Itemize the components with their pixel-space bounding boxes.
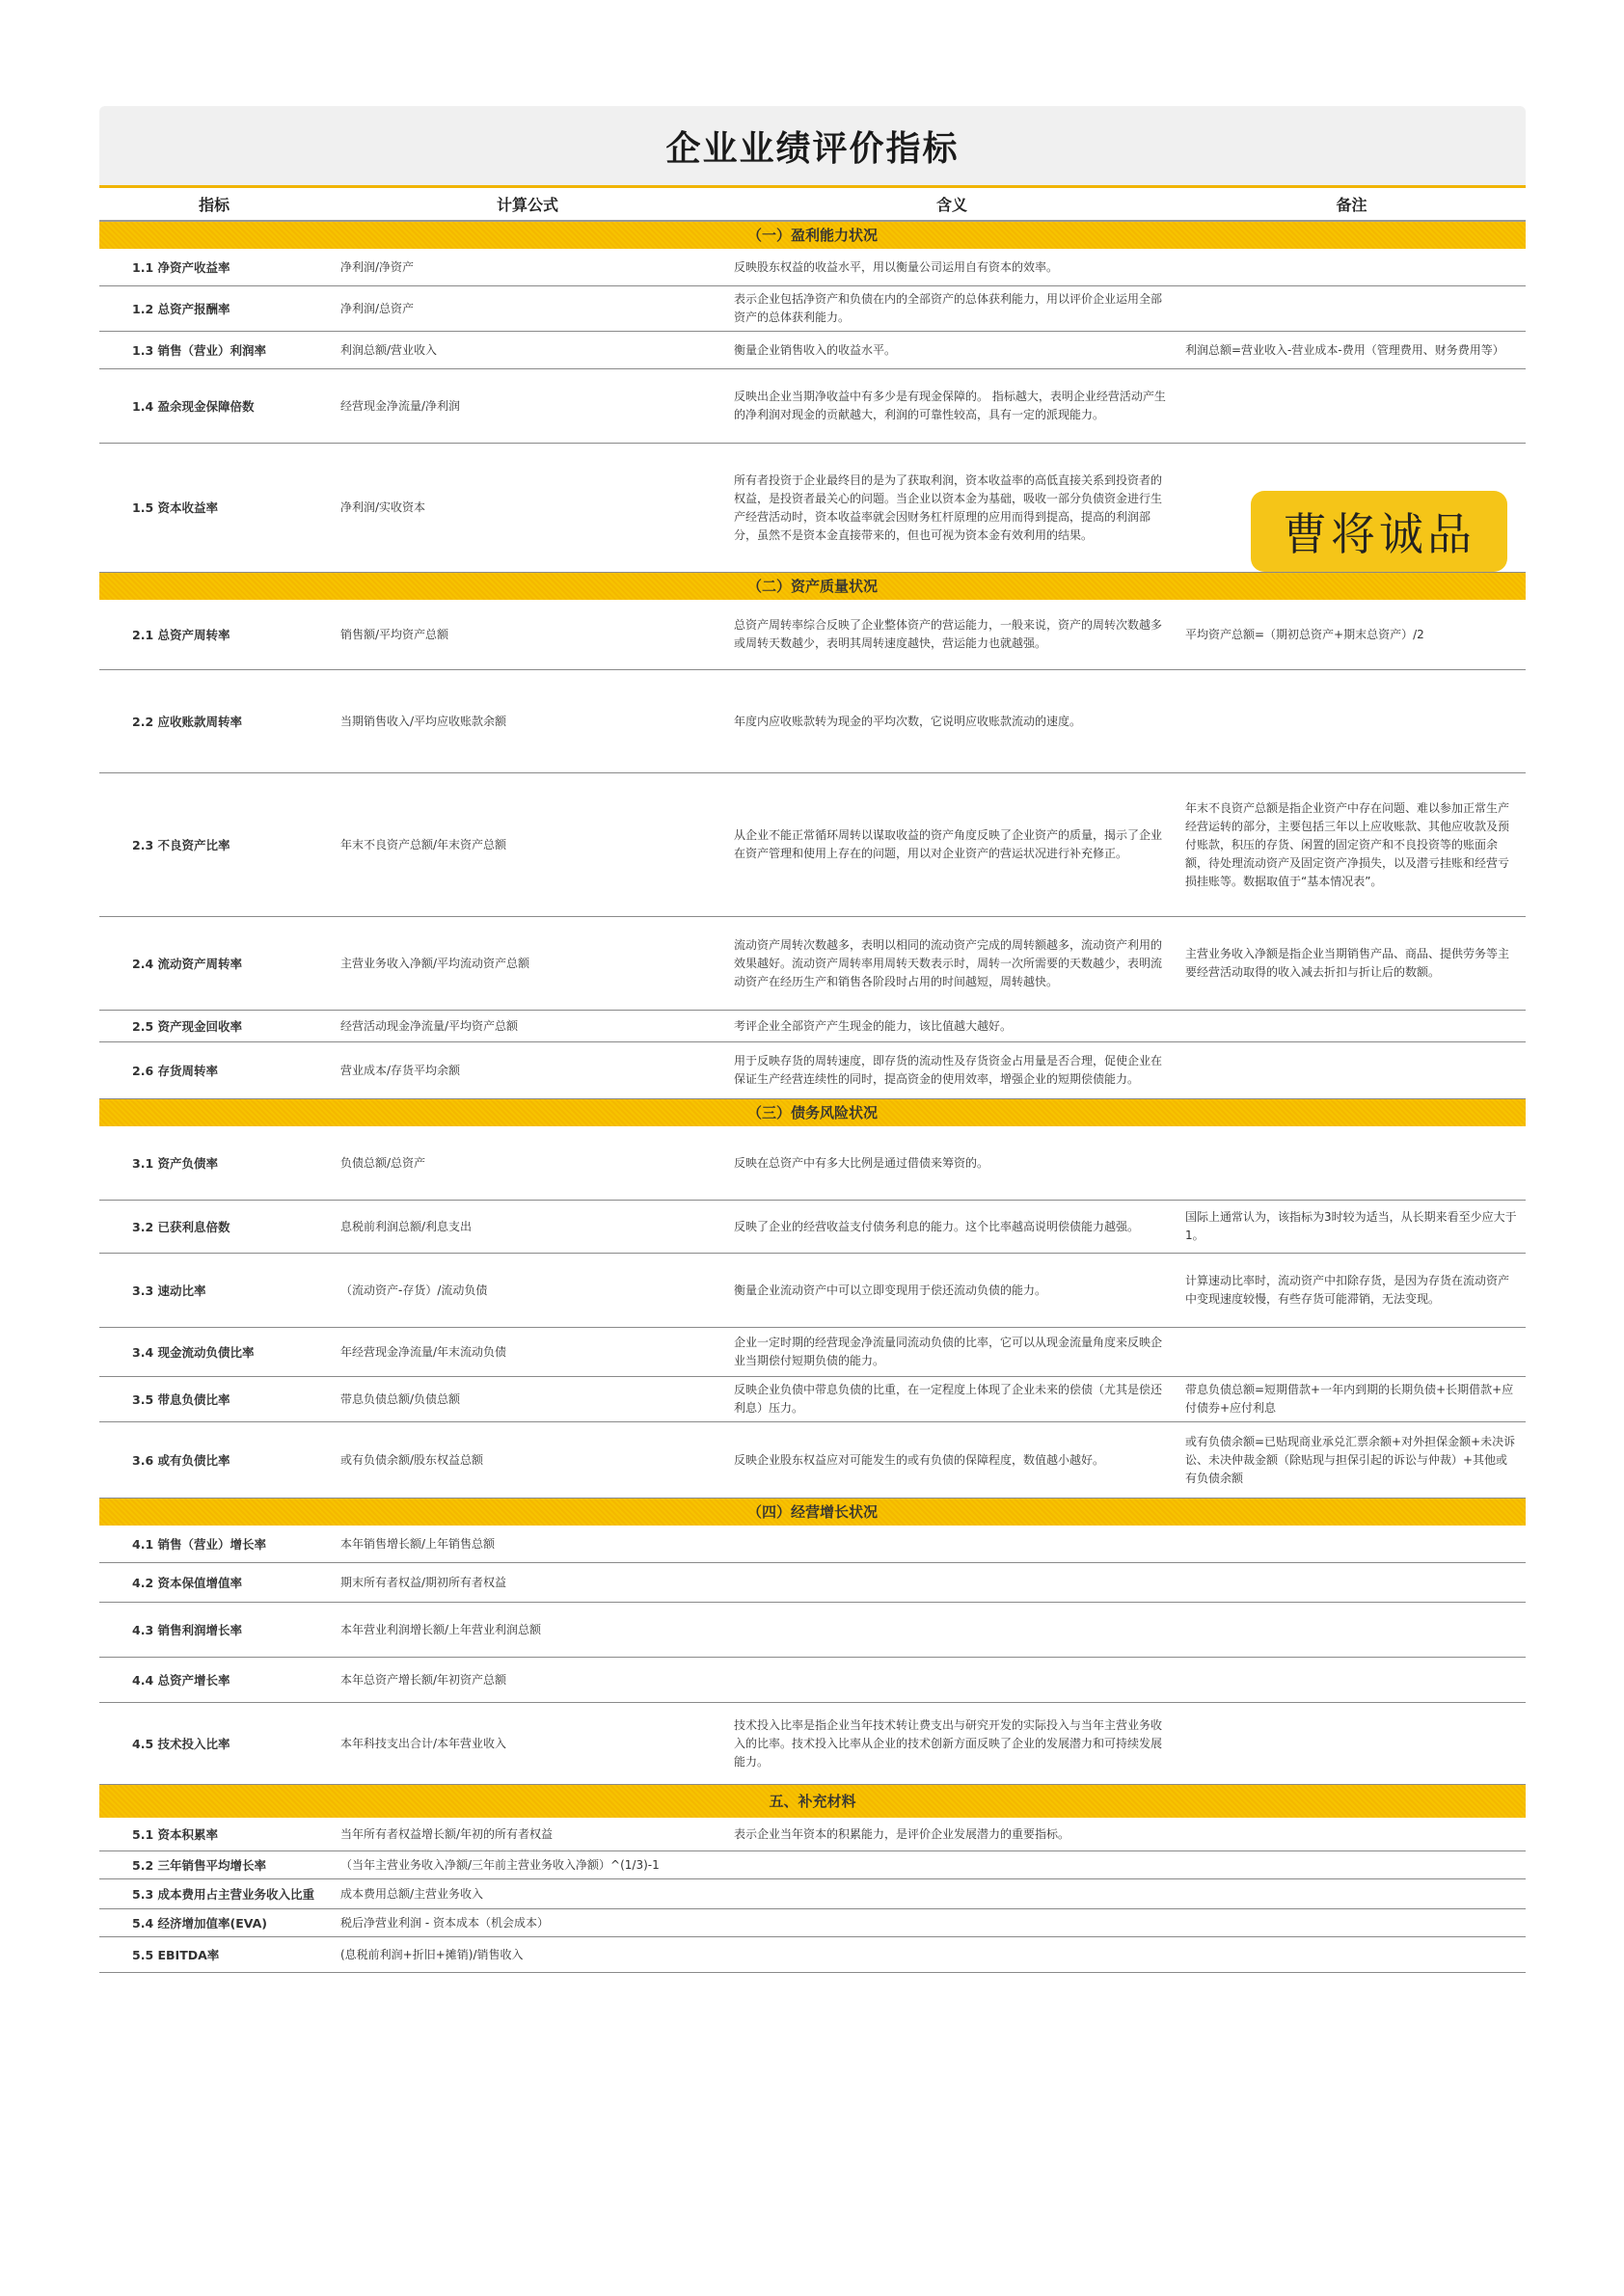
formula-cell: (息税前利润+折旧+摊销)/销售收入: [329, 1937, 726, 1973]
formula-cell: 税后净营业利润 - 资本成本（机会成本）: [329, 1909, 726, 1937]
section-title: （三）债务风险状况: [99, 1099, 1526, 1127]
table-row: [99, 1703, 1526, 1785]
header-note: 备注: [1177, 188, 1526, 221]
note-cell: [1177, 1937, 1526, 1973]
note-cell: 带息负债总额=短期借款+一年内到期的长期负债+长期借款+应付债券+应付利息: [1177, 1377, 1526, 1422]
meaning-cell: 年度内应收账款转为现金的平均次数，它说明应收账款流动的速度。: [726, 670, 1177, 773]
formula-cell: 净利润/实收资本: [329, 444, 726, 573]
meaning-cell: [726, 1658, 1177, 1703]
indicator-name: 1.1 净资产收益率: [99, 249, 329, 286]
note-cell: [1177, 1526, 1526, 1563]
header-meaning: 含义: [726, 188, 1177, 221]
indicator-name: 3.1 资产负债率: [99, 1126, 329, 1201]
meaning-cell: 反映企业负债中带息负债的比重，在一定程度上体现了企业未来的偿债（尤其是偿还利息）压力。: [726, 1377, 1177, 1422]
page-title: 企业业绩评价指标: [99, 106, 1526, 188]
section-row: [99, 573, 1526, 601]
formula-cell: 净利润/总资产: [329, 286, 726, 332]
note-cell: 计算速动比率时，流动资产中扣除存货，是因为存货在流动资产中变现速度较慢，有些存货可能滞销，无法变现。: [1177, 1254, 1526, 1328]
note-cell: 年末不良资产总额是指企业资产中存在问题、难以参加正常生产经营运转的部分，主要包括三年以上应收账款、其他应收款及预付账款，积压的存货、闲置的固定资产和不良投资等的账面余额，待处理流动资产及固定资产净损失，以及潜亏挂账和经营亏损挂账等。数据取值于“基本情况表”。: [1177, 773, 1526, 917]
meaning-cell: [726, 1851, 1177, 1879]
meaning-cell: 衡量企业销售收入的收益水平。: [726, 332, 1177, 369]
indicator-name: 5.5 EBITDA率: [99, 1937, 329, 1973]
indicator-name: 4.3 销售利润增长率: [99, 1603, 329, 1658]
note-cell: 平均资产总额=（期初总资产+期末总资产）/2: [1177, 600, 1526, 670]
indicator-name: 1.3 销售（营业）利润率: [99, 332, 329, 369]
header-row: [99, 188, 1526, 221]
section-title: （四）经营增长状况: [99, 1499, 1526, 1526]
table-row: [99, 1603, 1526, 1658]
indicator-name: 2.3 不良资产比率: [99, 773, 329, 917]
table-row: [99, 1422, 1526, 1499]
table-row: [99, 1042, 1526, 1099]
indicator-sheet: [99, 106, 1526, 1973]
indicator-name: 2.5 资产现金回收率: [99, 1011, 329, 1042]
table-row: [99, 332, 1526, 369]
note-cell: 主营业务收入净额是指企业当期销售产品、商品、提供劳务等主要经营活动取得的收入减去折扣与折让后的数额。: [1177, 917, 1526, 1011]
note-cell: [1177, 1851, 1526, 1879]
header-formula: 计算公式: [329, 188, 726, 221]
formula-cell: 销售额/平均资产总额: [329, 600, 726, 670]
indicator-name: 1.5 资本收益率: [99, 444, 329, 573]
indicator-name: 3.3 速动比率: [99, 1254, 329, 1328]
note-cell: [1177, 1042, 1526, 1099]
indicator-name: 3.4 现金流动负债比率: [99, 1328, 329, 1377]
note-cell: 或有负债余额=已贴现商业承兑汇票余额+对外担保金额+未决诉讼、未决仲裁金额（除贴现与担保引起的诉讼与仲裁）+其他或有负债余额: [1177, 1422, 1526, 1499]
formula-cell: 成本费用总额/主营业务收入: [329, 1879, 726, 1909]
meaning-cell: [726, 1526, 1177, 1563]
table-row: [99, 286, 1526, 332]
indicator-name: 4.4 总资产增长率: [99, 1658, 329, 1703]
note-cell: [1177, 670, 1526, 773]
indicator-name: 2.6 存货周转率: [99, 1042, 329, 1099]
meaning-cell: 流动资产周转次数越多，表明以相同的流动资产完成的周转额越多，流动资产利用的效果越好。流动资产周转率用周转天数表示时，周转一次所需要的天数越少，表明流动资产在经历生产和销售各阶段时占用的时间越短，周转越快。: [726, 917, 1177, 1011]
header-indicator: 指标: [99, 188, 329, 221]
table-row: [99, 1879, 1526, 1909]
table-row: [99, 917, 1526, 1011]
table-row: [99, 1851, 1526, 1879]
formula-cell: （流动资产-存货）/流动负债: [329, 1254, 726, 1328]
note-cell: [1177, 286, 1526, 332]
watermark-stamp: 曹将诚品: [1251, 491, 1507, 572]
meaning-cell: [726, 1603, 1177, 1658]
meaning-cell: [726, 1909, 1177, 1937]
formula-cell: （当年主营业务收入净额/三年前主营业务收入净额）^(1/3)-1: [329, 1851, 726, 1879]
table-body: [99, 221, 1526, 1973]
table-row: [99, 1526, 1526, 1563]
note-cell: 国际上通常认为，该指标为3时较为适当，从长期来看至少应大于1。: [1177, 1201, 1526, 1254]
table-row: [99, 1011, 1526, 1042]
meaning-cell: [726, 1563, 1177, 1603]
indicator-name: 1.2 总资产报酬率: [99, 286, 329, 332]
note-cell: [1177, 1703, 1526, 1785]
table-row: [99, 1658, 1526, 1703]
indicator-name: 4.2 资本保值增值率: [99, 1563, 329, 1603]
note-cell: [1177, 1818, 1526, 1851]
formula-cell: 营业成本/存货平均余额: [329, 1042, 726, 1099]
indicator-table: [99, 188, 1526, 1973]
formula-cell: 净利润/净资产: [329, 249, 726, 286]
formula-cell: 当期销售收入/平均应收账款余额: [329, 670, 726, 773]
indicator-name: 1.4 盈余现金保障倍数: [99, 369, 329, 444]
indicator-name: 4.1 销售（营业）增长率: [99, 1526, 329, 1563]
meaning-cell: 企业一定时期的经营现金净流量同流动负债的比率，它可以从现金流量角度来反映企业当期偿付短期负债的能力。: [726, 1328, 1177, 1377]
table-row: [99, 1126, 1526, 1201]
note-cell: [1177, 1011, 1526, 1042]
meaning-cell: 衡量企业流动资产中可以立即变现用于偿还流动负债的能力。: [726, 1254, 1177, 1328]
table-row: [99, 1377, 1526, 1422]
indicator-name: 5.1 资本积累率: [99, 1818, 329, 1851]
formula-cell: 期末所有者权益/期初所有者权益: [329, 1563, 726, 1603]
section-title: 五、补充材料: [99, 1785, 1526, 1819]
meaning-cell: 总资产周转率综合反映了企业整体资产的营运能力，一般来说，资产的周转次数越多或周转天数越少，表明其周转速度越快，营运能力也就越强。: [726, 600, 1177, 670]
formula-cell: 当年所有者权益增长额/年初的所有者权益: [329, 1818, 726, 1851]
formula-cell: 主营业务收入净额/平均流动资产总额: [329, 917, 726, 1011]
note-cell: [1177, 1603, 1526, 1658]
note-cell: [1177, 1909, 1526, 1937]
table-row: [99, 369, 1526, 444]
indicator-name: 2.4 流动资产周转率: [99, 917, 329, 1011]
indicator-name: 2.2 应收账款周转率: [99, 670, 329, 773]
section-title: （一）盈利能力状况: [99, 221, 1526, 249]
meaning-cell: 用于反映存货的周转速度，即存货的流动性及存货资金占用量是否合理，促使企业在保证生产经营连续性的同时，提高资金的使用效率，增强企业的短期偿债能力。: [726, 1042, 1177, 1099]
indicator-name: 5.4 经济增加值率(EVA): [99, 1909, 329, 1937]
formula-cell: 经营现金净流量/净利润: [329, 369, 726, 444]
meaning-cell: 技术投入比率是指企业当年技术转让费支出与研究开发的实际投入与当年主营业务收入的比率。技术投入比率从企业的技术创新方面反映了企业的发展潜力和可持续发展能力。: [726, 1703, 1177, 1785]
meaning-cell: 反映出企业当期净收益中有多少是有现金保障的。 指标越大，表明企业经营活动产生的净利润对现金的贡献越大，利润的可靠性较高，具有一定的派现能力。: [726, 369, 1177, 444]
meaning-cell: 所有者投资于企业最终目的是为了获取利润，资本收益率的高低直接关系到投资者的权益，是投资者最关心的问题。当企业以资本金为基础，吸收一部分负债资金进行生产经营活动时，资本收益率就会因财务杠杆原理的应用而得到提高，提高的利润部分，虽然不是资本金直接带来的，但也可视为资本金有效利用的结果。: [726, 444, 1177, 573]
table-row: [99, 1328, 1526, 1377]
indicator-name: 3.5 带息负债比率: [99, 1377, 329, 1422]
indicator-name: 3.2 已获利息倍数: [99, 1201, 329, 1254]
table-row: [99, 670, 1526, 773]
meaning-cell: 从企业不能正常循环周转以谋取收益的资产角度反映了企业资产的质量，揭示了企业在资产管理和使用上存在的问题，用以对企业资产的营运状况进行补充修正。: [726, 773, 1177, 917]
formula-cell: 年经营现金净流量/年末流动负债: [329, 1328, 726, 1377]
formula-cell: 息税前利润总额/利息支出: [329, 1201, 726, 1254]
note-cell: [1177, 1328, 1526, 1377]
meaning-cell: 反映企业股东权益应对可能发生的或有负债的保障程度，数值越小越好。: [726, 1422, 1177, 1499]
note-cell: [1177, 1879, 1526, 1909]
table-row: [99, 1254, 1526, 1328]
formula-cell: 负债总额/总资产: [329, 1126, 726, 1201]
note-cell: [1177, 369, 1526, 444]
formula-cell: 或有负债余额/股东权益总额: [329, 1422, 726, 1499]
meaning-cell: 表示企业包括净资产和负债在内的全部资产的总体获利能力，用以评价企业运用全部资产的总体获利能力。: [726, 286, 1177, 332]
meaning-cell: 反映股东权益的收益水平，用以衡量公司运用自有资本的效率。: [726, 249, 1177, 286]
meaning-cell: 考评企业全部资产产生现金的能力，该比值越大越好。: [726, 1011, 1177, 1042]
table-row: [99, 1201, 1526, 1254]
section-row: [99, 221, 1526, 249]
note-cell: [1177, 249, 1526, 286]
meaning-cell: 反映了企业的经营收益支付债务利息的能力。这个比率越高说明偿债能力越强。: [726, 1201, 1177, 1254]
note-cell: [1177, 1126, 1526, 1201]
meaning-cell: [726, 1937, 1177, 1973]
section-title: （二）资产质量状况: [99, 573, 1526, 601]
formula-cell: 本年总资产增长额/年初资产总额: [329, 1658, 726, 1703]
indicator-name: 5.2 三年销售平均增长率: [99, 1851, 329, 1879]
indicator-name: 3.6 或有负债比率: [99, 1422, 329, 1499]
table-row: [99, 249, 1526, 286]
table-row: [99, 1937, 1526, 1973]
formula-cell: 年末不良资产总额/年末资产总额: [329, 773, 726, 917]
indicator-name: 5.3 成本费用占主营业务收入比重: [99, 1879, 329, 1909]
meaning-cell: [726, 1879, 1177, 1909]
meaning-cell: 表示企业当年资本的积累能力，是评价企业发展潜力的重要指标。: [726, 1818, 1177, 1851]
formula-cell: 本年科技支出合计/本年营业收入: [329, 1703, 726, 1785]
table-row: [99, 1563, 1526, 1603]
formula-cell: 带息负债总额/负债总额: [329, 1377, 726, 1422]
meaning-cell: 反映在总资产中有多大比例是通过借债来筹资的。: [726, 1126, 1177, 1201]
indicator-name: 4.5 技术投入比率: [99, 1703, 329, 1785]
note-cell: 利润总额=营业收入-营业成本-费用（管理费用、财务费用等）: [1177, 332, 1526, 369]
section-row: [99, 1499, 1526, 1526]
formula-cell: 经营活动现金净流量/平均资产总额: [329, 1011, 726, 1042]
table-row: [99, 600, 1526, 670]
note-cell: [1177, 1563, 1526, 1603]
table-row: [99, 1818, 1526, 1851]
indicator-name: 2.1 总资产周转率: [99, 600, 329, 670]
table-row: [99, 773, 1526, 917]
note-cell: [1177, 1658, 1526, 1703]
table-row: [99, 1909, 1526, 1937]
formula-cell: 本年营业利润增长额/上年营业利润总额: [329, 1603, 726, 1658]
formula-cell: 本年销售增长额/上年销售总额: [329, 1526, 726, 1563]
section-row: [99, 1785, 1526, 1819]
section-row: [99, 1099, 1526, 1127]
formula-cell: 利润总额/营业收入: [329, 332, 726, 369]
